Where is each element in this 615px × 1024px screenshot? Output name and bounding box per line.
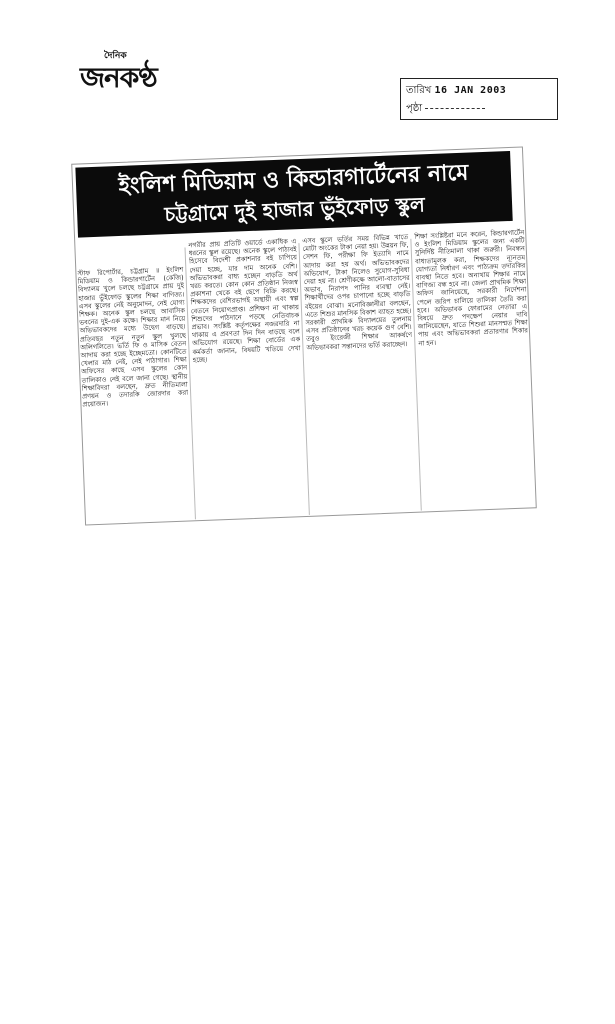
masthead-small-label: দৈনিক [104, 51, 127, 61]
article-column-2 [188, 237, 306, 513]
column-1-text: স্টাফ রিপোর্টার, চট্টগ্রাম ॥ ইংলিশ মিডিয়াম ও কিন্ডারগার্টেন (কেজি) বিদ্যালয় খুলে চলছে চট্টগ্রামে প্রায় দুই হাজার ভুঁইফোড় স্কুলের শিক্ষা বাণিজ্য। এসব স্কুলের নেই অনুমোদন, নেই যোগ্য শিক্ষক। অনেক স্কুল চলছে আবাসিক ভবনের দুই-এক কক্ষে। শিক্ষার মান নিয়ে অভিভাবকদের মধ্যে উদ্বেগ বাড়ছে। প্রতিবছর নতুন নতুন স্কুল খুলছে অলিগলিতে। ভর্তি ফি ও মাসিক বেতন আদায় করা হচ্ছে ইচ্ছেমতো। কোনটিতে খেলার মাঠ নেই, নেই পাঠাগার। শিক্ষা অফিসের কাছে এসব স্কুলের কোন তালিকাও নেই বলে জানা গেছে। স্থানীয় শিক্ষাবিদরা বলছেন, দ্রুত নীতিমালা প্রণয়ন ও তদারকি জোরদার করা প্রয়োজন। [77, 265, 189, 409]
headline-line-1: ইংলিশ মিডিয়াম ও কিন্ডারগার্টেনের নামে [118, 160, 469, 199]
stamp-date-value: 16 JAN 2003 [434, 85, 507, 96]
article-column-1 [77, 266, 193, 524]
stamp-date-label: তারিখ [406, 85, 432, 96]
column-2-text: নগরীর প্রায় প্রতিটি ওয়ার্ডে একাধিক এ ধরনের স্কুল রয়েছে। অনেক স্কুলে পাঠ্যবই হিসেবে বিদেশী প্রকাশনার বই চাপিয়ে দেয়া হচ্ছে, যার দাম অনেক বেশি। অভিভাবকরা বাধ্য হচ্ছেন বাড়তি অর্থ খরচ করতে। কোন কোন প্রতিষ্ঠান নিজস্ব প্রকাশনা থেকে বই ছেপে বিক্রি করছে। শিক্ষকদের বেশিরভাগই অস্থায়ী এবং স্বল্প বেতনে নিয়োগপ্রাপ্ত। প্রশিক্ষণ না থাকায় শিশুদের পাঠদানে পড়ছে নেতিবাচক প্রভাব। সংশ্লিষ্ট কর্তৃপক্ষের নজরদারি না থাকায় এ প্রবণতা দিন দিন বাড়ছে বলে অভিযোগ রয়েছে। শিক্ষা বোর্ডের এক কর্মকর্তা জানান, বিষয়টি খতিয়ে দেখা হচ্ছে। [188, 237, 301, 365]
stamp-page-row [406, 101, 485, 118]
newspaper-clipping [71, 146, 537, 525]
stamp-date-row [406, 83, 506, 100]
column-3-text: এসব স্কুলে ভর্তির সময় বিভিন্ন খাতে মোটা অংকের টাকা নেয়া হয়। উন্নয়ন ফি, সেশন ফি, পরীক্ষা ফি ইত্যাদি নামে আদায় করা হয় অর্থ। অভিভাবকদের অভিযোগ, টাকা নিলেও সুযোগ-সুবিধা দেয়া হয় না। শ্রেণীকক্ষে আলো-বাতাসের অভাব, নিরাপদ পানির ব্যবস্থা নেই। শিক্ষার্থীদের ওপর চাপানো হচ্ছে বাড়তি বইয়ের বোঝা। মনোবিজ্ঞানীরা বলছেন, এতে শিশুর মানসিক বিকাশ ব্যাহত হচ্ছে। সরকারী প্রাথমিক বিদ্যালয়ের তুলনায় এসব প্রতিষ্ঠানের খরচ কয়েক গুণ বেশি। তবুও ইংরেজী শিক্ষার আকর্ষণে অভিভাবকরা সন্তানদের ভর্তি করাচ্ছেন। [302, 232, 413, 352]
headline-line-2: চট্টগ্রামে দুই হাজার ভুঁইফোড় স্কুল [164, 192, 426, 227]
article-body [77, 228, 535, 523]
stamp-page-label: পৃষ্ঠা [406, 103, 423, 114]
article-column-3 [302, 233, 418, 509]
archive-date-stamp [400, 78, 558, 120]
column-4-text: শিক্ষা সংশ্লিষ্টরা মনে করেন, কিন্ডারগার্টেন ও ইংলিশ মিডিয়াম স্কুলের জন্য একটি সুনির্দিষ্ট নীতিমালা থাকা জরুরী। নিবন্ধন বাধ্যতামূলক করা, শিক্ষকদের ন্যূনতম যোগ্যতা নির্ধারণ এবং পাঠ্যক্রম তদারকির ব্যবস্থা নিতে হবে। অন্যথায় শিক্ষার নামে বাণিজ্য বন্ধ হবে না। জেলা প্রাথমিক শিক্ষা অফিস জানিয়েছে, সরকারী নির্দেশনা পেলে জরিপ চালিয়ে তালিকা তৈরি করা হবে। অভিভাবক ফোরামের নেতারা এ বিষয়ে দ্রুত পদক্ষেপ নেয়ার দাবি জানিয়েছেন, যাতে শিশুরা মানসম্মত শিক্ষা পায় এবং অভিভাবকরা প্রতারণার শিকার না হন। [414, 228, 529, 348]
stamp-page-blank [425, 108, 485, 109]
masthead-newspaper-name: জনকণ্ঠ [80, 61, 157, 94]
article-column-4 [414, 228, 534, 504]
